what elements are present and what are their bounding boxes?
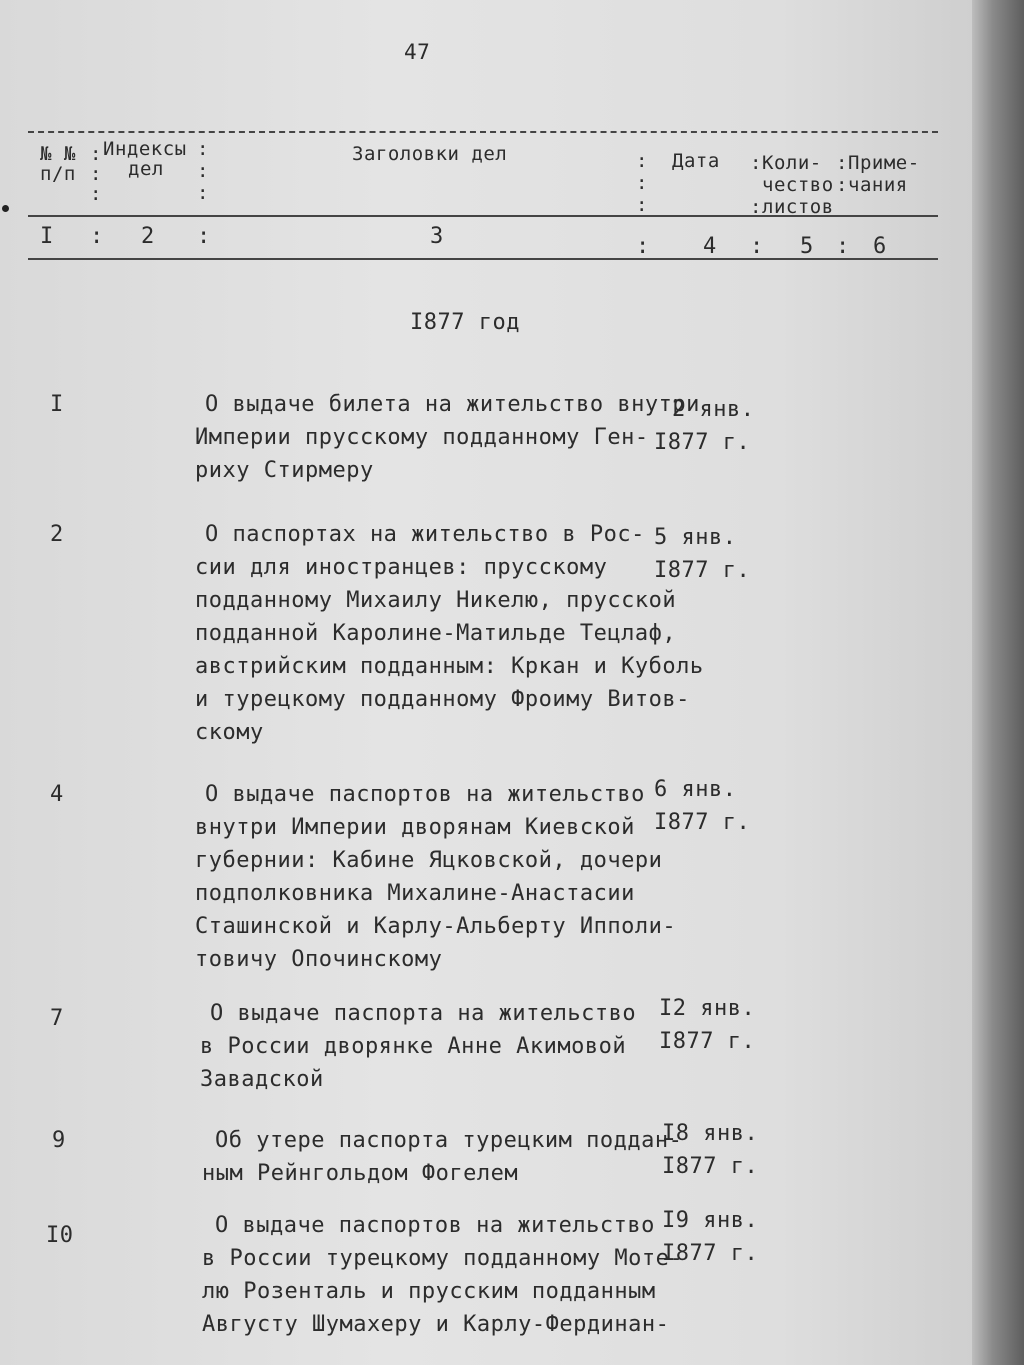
entry-line: сии для иностранцев: прусскому xyxy=(195,555,608,580)
colnum-5: 5 xyxy=(800,234,814,259)
header-sep-3b: : xyxy=(636,172,648,194)
colnum-sep-3: : xyxy=(636,234,650,259)
entry-line: товичу Опочинскому xyxy=(195,947,443,972)
header-sep-4: : xyxy=(750,152,762,174)
entry-line: подданному Михаилу Никелю, прусской xyxy=(195,588,677,613)
header-sep-3c: : xyxy=(636,194,648,216)
header-col4: Дата xyxy=(672,150,720,172)
colnum-4: 4 xyxy=(703,234,717,259)
entry-line: Сташинской и Карлу-Альберту Ипполи- xyxy=(195,914,677,939)
header-sep-2c: : xyxy=(197,182,209,204)
entry-line: и турецкому подданному Фроиму Витов- xyxy=(195,687,690,712)
entry-date-year: I877 г. xyxy=(654,810,751,835)
entry-date-year: I877 г. xyxy=(654,430,751,455)
entry-number: 7 xyxy=(50,1006,64,1031)
entry-date: 5 янв. xyxy=(654,525,737,550)
entry-line: О выдаче билета на жительство внутри xyxy=(205,392,700,417)
entry-line: внутри Империи дворянам Киевской xyxy=(195,815,635,840)
header-col5-line2: чество xyxy=(762,174,834,196)
entry-line: в России турецкому подданному Моте- xyxy=(202,1246,684,1271)
entry-line: О выдаче паспортов на жительство xyxy=(205,782,645,807)
header-sep-2b: : xyxy=(197,160,209,182)
entry-number: 4 xyxy=(50,782,64,807)
header-sep-1b: : xyxy=(90,163,102,185)
colnum-sep-5: : xyxy=(836,234,850,259)
header-col3: Заголовки дел xyxy=(352,143,508,165)
entry-line: австрийским подданным: Кркан и Куболь xyxy=(195,654,704,679)
page-edge-shadow xyxy=(972,0,1024,1365)
header-col1-line2: п/п xyxy=(40,163,76,185)
header-col5-line3: листов xyxy=(762,196,834,218)
entry-date-year: I877 г. xyxy=(659,1029,756,1054)
header-sep-3: : xyxy=(636,150,648,172)
entry-line: скому xyxy=(195,720,264,745)
entry-line: О выдаче паспорта на жительство xyxy=(210,1001,637,1026)
colnum-3: 3 xyxy=(430,224,444,249)
entry-date: I2 янв. xyxy=(659,996,756,1021)
entry-line: подданной Каролине-Матильде Тецлаф, xyxy=(195,621,677,646)
header-col2-line2: дел xyxy=(128,158,164,180)
entry-number: 9 xyxy=(52,1128,66,1153)
entry-number: I xyxy=(50,392,64,417)
entry-date-year: I877 г. xyxy=(662,1154,759,1179)
header-col2-line1: Индексы xyxy=(103,138,187,160)
entry-date-year: I877 г. xyxy=(654,558,751,583)
entry-date: I9 янв. xyxy=(662,1208,759,1233)
entry-line: в России дворянке Анне Акимовой xyxy=(200,1034,627,1059)
entry-line: О паспортах на жительство в Рос- xyxy=(205,522,645,547)
colnum-sep-4: : xyxy=(750,234,764,259)
header-col6-line1: Приме- xyxy=(848,152,920,174)
entry-line: Августу Шумахеру и Карлу-Фердинан- xyxy=(202,1312,670,1337)
entry-date: 6 янв. xyxy=(654,777,737,802)
entry-line: Об утере паспорта турецким поддан- xyxy=(215,1128,683,1153)
colnum-2: 2 xyxy=(141,224,155,249)
entry-line: лю Розенталь и прусским подданным xyxy=(202,1279,656,1304)
entry-number: I0 xyxy=(46,1223,74,1248)
entry-line: риху Стирмеру xyxy=(195,458,374,483)
header-rule-top xyxy=(28,131,938,133)
entry-line: губернии: Кабине Яцковской, дочери xyxy=(195,848,663,873)
header-col1-line1: № № xyxy=(40,143,76,165)
header-sep-2: : xyxy=(197,138,209,160)
colnum-6: 6 xyxy=(873,234,887,259)
entry-line: О выдаче паспортов на жительство xyxy=(215,1213,655,1238)
header-sep-5b: : xyxy=(836,174,848,196)
header-col5-line1: Коли- xyxy=(762,152,822,174)
entry-date: 2 янв. xyxy=(672,397,755,422)
header-col6-line2: чания xyxy=(848,174,908,196)
colnum-1: I xyxy=(40,224,54,249)
colnum-sep-2: : xyxy=(197,224,211,249)
entry-date: I8 янв. xyxy=(662,1121,759,1146)
entry-line: ным Рейнгольдом Фогелем xyxy=(202,1161,519,1186)
entry-line: Завадской xyxy=(200,1067,324,1092)
colnum-sep-1: : xyxy=(90,224,104,249)
year-heading: I877 год xyxy=(410,310,520,335)
entry-number: 2 xyxy=(50,522,64,547)
entry-date-year: I877 г. xyxy=(662,1241,759,1266)
entry-line: подполковника Михалине-Анастасии xyxy=(195,881,635,906)
page-number: 47 xyxy=(404,40,431,64)
punch-mark xyxy=(2,205,9,212)
entry-line: Империи прусскому подданному Ген- xyxy=(195,425,649,450)
header-sep-4c: : xyxy=(750,196,762,218)
header-sep-1: : xyxy=(90,143,102,165)
header-sep-5: : xyxy=(836,152,848,174)
header-sep-1c: : xyxy=(90,183,102,205)
